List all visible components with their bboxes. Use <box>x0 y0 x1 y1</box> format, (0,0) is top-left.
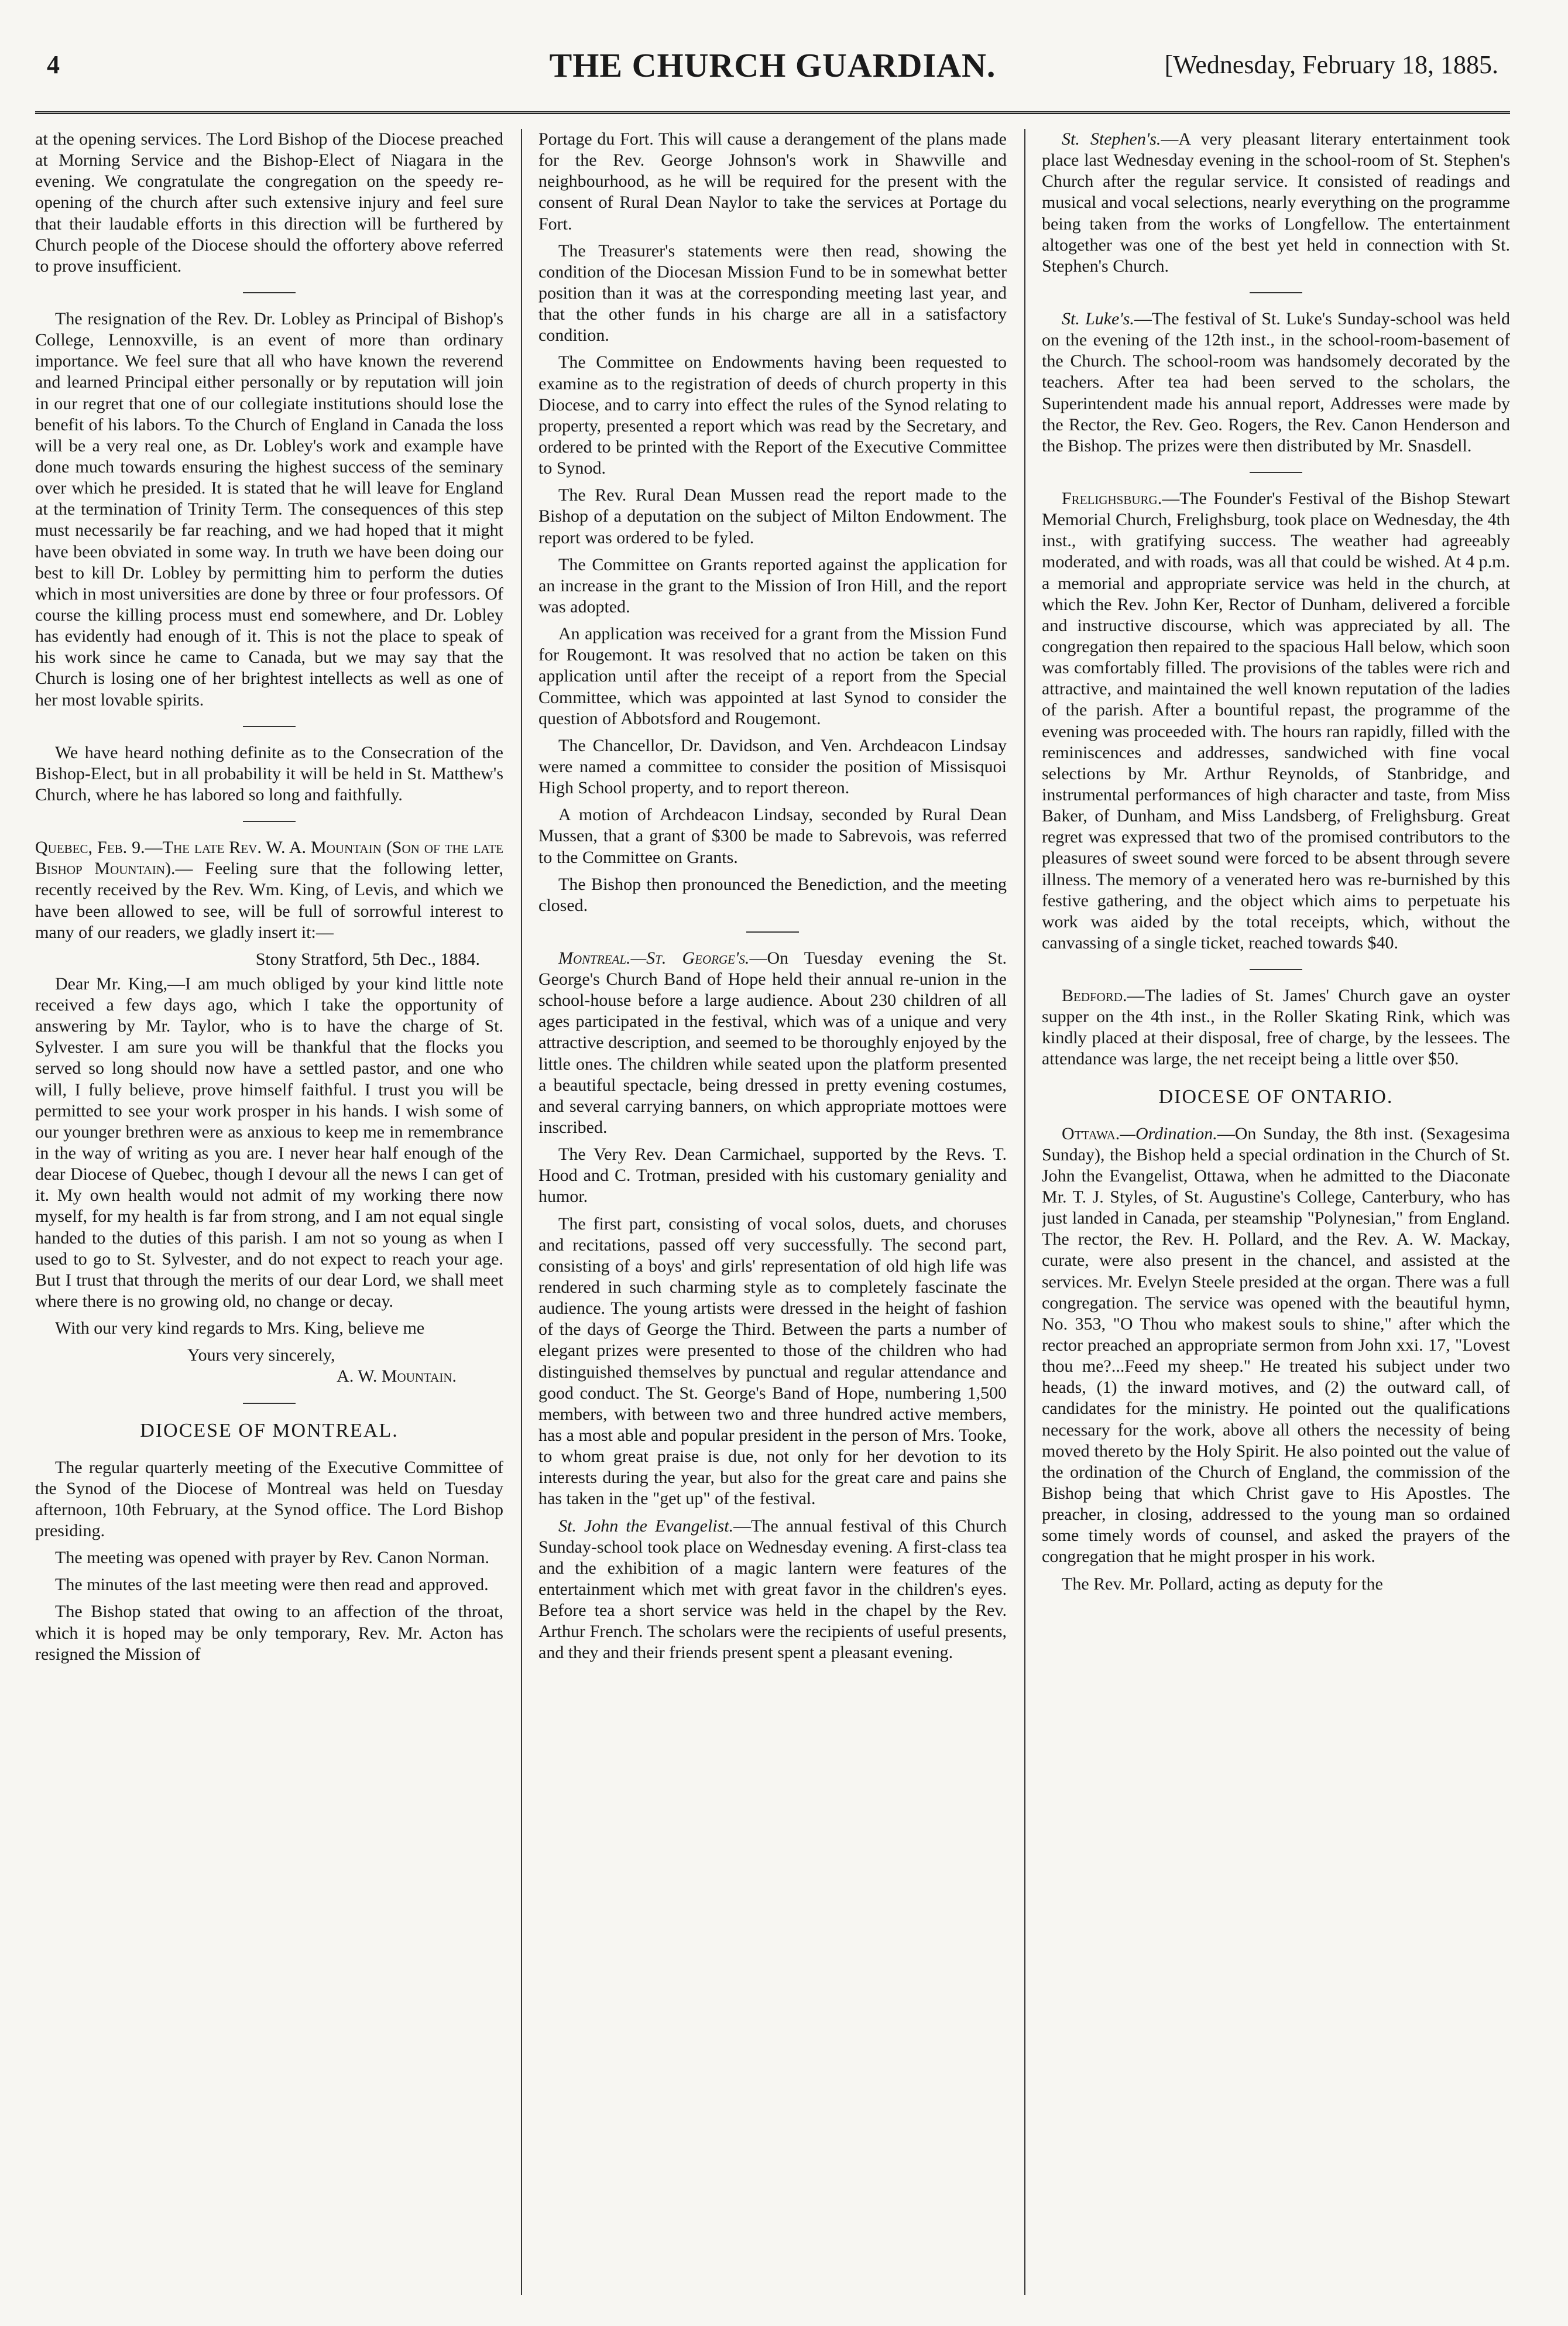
article-paragraph: The resignation of the Rev. Dr. Lobley as Principal of Bishop's College, Lennoxville, is an event of more than ordinary importance. We feel sure that all who have known the reverend and learned Principal either personally or by reputation will join in our regret that one of our collegiate institutions should lose the benefit of his labors. To the Church of England in Canada the loss will be a very real one, as Dr. Lobley's work and example have done much towards ensuring the highest success of the seminary over which he presided. It is stated that he will leave for England at the termination of Trinity Term. The consequences of this step must necessarily be far reaching, and we had hoped that it might have been obviated in some way. In truth we have been doing our best to kill Dr. Lobley by permitting him to perform the duties which in most universities are done by three or four professors. Of course the killing process must end somewhere, and Dr. Lobley has evidently had enough of it. This is not the place to speak of his work since he came to Canada, but we may say that the Church is losing one of her brightest intellects as well as one of her most lovable spirits. <box>35 309 503 710</box>
article-text: —A very pleasant literary entertainment took place last Wednesday evening in the school-room of St. Stephen's Church after the regular service. It consisted of readings and musical and vocal selections, nearly everything on the programme being taken from the works of Longfellow. The entertainment altogether was one of the best yet held in connection with St. Stephen's Church. <box>1042 129 1510 276</box>
separator <box>243 726 296 727</box>
dateline-sub: —Ordination. <box>1120 1123 1217 1143</box>
column-2 <box>538 129 1007 2295</box>
issue-date: [Wednesday, February 18, 1885. <box>1164 50 1498 79</box>
dateline: Bedford. <box>1062 986 1127 1006</box>
article-paragraph: The Rev. Mr. Pollard, acting as deputy for the <box>1062 1574 1383 1594</box>
article-paragraph: The Committee on Endowments having been requested to examine as to the registration of deeds of church property in this Diocese, and to carry into effect the rules of the Synod relating to property, presented a report which was read by the Secretary, and ordered to be printed with the Report of the Executive Committee to Synod. <box>538 352 1007 478</box>
separator <box>746 931 799 933</box>
article-paragraph <box>538 1516 1007 1664</box>
column-1 <box>35 129 503 2295</box>
separator <box>243 1403 296 1404</box>
article-text: —The annual festival of this Church Sunday-school took place on Wednesday evening. A first-class tea and the exhibition of a magic lantern were features of the entertainment which met with great favor in the children's eyes. Before tea a short service was held in the chapel by the Rev. Arthur French. The scholars were the recipients of useful presents, and they and their friends present spent a pleasant evening. <box>538 1516 1007 1663</box>
article-paragraph <box>1042 309 1510 457</box>
section-heading: DIOCESE OF MONTREAL. <box>140 1419 399 1441</box>
separator <box>1250 969 1302 970</box>
article-paragraph <box>1042 1123 1510 1568</box>
dateline: Quebec, Feb. 9.—The late Rev. W. A. Mountain (Son of the late Bishop Mountain).— <box>35 838 503 879</box>
article-paragraph: The minutes of the last meeting were then read and approved. <box>55 1575 489 1595</box>
separator <box>1250 472 1302 473</box>
article-paragraph <box>1042 488 1510 954</box>
article-paragraph: The Bishop then pronounced the Benediction, and the meeting closed. <box>538 874 1007 915</box>
page-number: 4 <box>47 50 60 79</box>
dateline: Ottawa. <box>1062 1123 1120 1143</box>
letter-close: Yours very sincerely, <box>187 1345 335 1365</box>
dateline: St. Stephen's. <box>1062 129 1161 149</box>
article-paragraph: We have heard nothing definite as to the Consecration of the Bishop-Elect, but in all probability it will be held in St. Matthew's Church, where he has labored so long and faithfully. <box>35 742 503 804</box>
article-paragraph <box>1042 985 1510 1070</box>
article-text: —The Founder's Festival of the Bishop Stewart Memorial Church, Frelighsburg, took place on Wednesday, the 4th inst., with gratifying success. The weather had agreeably moderated, and with roads, was all that could be wished. At 4 p.m. a memorial and appropriate service was held in the church, at which the Rev. John Ker, Rector of Dunham, delivered a forcible and instructive discourse, which was appreciated by all. The congregation then repaired to the spacious Hall below, which soon was comfortably filled. The provisions of the tables were rich and attractive, and maintained the well known reputation of the ladies of the parish. After a bountiful repast, the programme of the evening was proceeded with. The hours ran rapidly, filled with the reminiscences and addresses, sandwiched with fine vocal selections by Mr. Arthur Reynolds, of Stanbridge, and instrumental performances of high character and taste, from Miss Baker, of Dunham, and Miss Landsberg, of Frelighsburg. Great regret was expressed that two of the promised contributors to the pleasures of sweet sound were forced to be absent through severe illness. The memory of a venerated hero was re-burnished by this festive gathering, and the object which aims to perpetuate his work was aided by the total receipts, which, without the canvassing of a single ticket, reached towards $40. <box>1042 488 1510 953</box>
article-paragraph: An application was received for a grant from the Mission Fund for Rougemont. It was resolved that no action be taken on this application until after the receipt of a report from the Special Committee, which was appointed at last Synod to consider the question of Abbotsford and Rougemont. <box>538 624 1007 728</box>
article-paragraph: The Rev. Rural Dean Mussen read the report made to the Bishop of a deputation on the subject of Milton Endowment. The report was ordered to be fyled. <box>538 485 1007 547</box>
column-3 <box>1042 129 1510 2295</box>
dateline: Frelighsburg. <box>1062 488 1162 508</box>
article-paragraph: The first part, consisting of vocal solos, duets, and choruses and recitations, passed off very successfully. The second part, consisting of a boys' and girls' representation of old high life was rendered in such charming style as to completely fascinate the audience. The young artists were dressed in the height of fashion of the days of George the Third. Between the parts a number of elegant prizes were presented to those of the children who had distinguished themselves by punctual and regular attendance and good conduct. The St. George's Band of Hope, numbering 1,500 members, with between two and three hundred active members, has a most able and popular president in the person of Mrs. Tooke, to whom great praise is due, not only for her devotion to its interests during the year, but also for the great care and pains she has taken in the "get up" of the festival. <box>538 1214 1007 1509</box>
article-paragraph: The Chancellor, Dr. Davidson, and Ven. Archdeacon Lindsay were named a committee to consider the position of Missisquoi High School property, and to report thereon. <box>538 735 1007 798</box>
column-rule <box>521 129 522 2295</box>
separator <box>243 821 296 822</box>
article-paragraph <box>35 837 503 943</box>
article-text: —The festival of St. Luke's Sunday-school was held on the evening of the 12th inst., in the school-room-basement of the Church. The school-room was handsomely decorated by the teachers. After tea had been served to the scholars, the Superintendent made his annual report, Addresses were made by the Rector, the Rev. Geo. Rogers, the Rev. Canon Henderson and the Bishop. The prizes were then distributed by Mr. Snasdell. <box>1042 309 1510 455</box>
letter-date: Stony Stratford, 5th Dec., 1884. <box>255 949 480 969</box>
article-paragraph <box>1042 129 1510 277</box>
article-text: —On Tuesday evening the St. George's Church Band of Hope held their annual re-union in the school-house before a large audience. About 230 children of all ages participated in the festival, which was of a unique and very attractive description, and seemed to be thoroughly enjoyed by the little ones. The children while seated upon the platform presented a beautiful spectacle, being dressed in pretty evening costumes, and several carrying banners, on which appropriate mottoes were inscribed. <box>538 948 1007 1138</box>
article-paragraph: The Treasurer's statements were then read, showing the condition of the Diocesan Mission Fund to be in somewhat better position than it was at the corresponding meeting last year, and that the other funds in his charge are all in a satisfactory condition. <box>538 241 1007 345</box>
newspaper-page <box>35 23 1510 2307</box>
article-text: Feeling sure that the following letter, recently received by the Rev. Wm. King, of Levis, and which we have been allowed to see, will be full of sorrowful interest to many of our readers, we gladly insert it:— <box>35 859 503 942</box>
article-paragraph: The Bishop stated that owing to an affection of the throat, which it is hoped may be only temporary, Rev. Mr. Acton has resigned the Mission of <box>35 1602 503 1664</box>
article-text: —On Sunday, the 8th inst. (Sexagesima Sunday), the Bishop held a special ordination in the Church of St. John the Evangelist, Ottawa, when he admitted to the Diaconate Mr. T. J. Styles, of St. Augustine's College, Canterbury, who has just landed in Canada, per steamship "Polynesian," from England. The rector, the Rev. H. Pollard, and the Rev. A. W. Mackay, curate, were also present in the chancel, and assisted at the services. Mr. Evelyn Steele presided at the organ. There was a full congregation. The service was opened with the beautiful hymn, No. 353, "O Thou who makest souls to shine," after which the rector preached an appropriate sermon from John xxi. 17, "Lovest thou me?...Feed my sheep." He treated his subject under two heads, (1) the inward motives, and (2) the outward call, of candidates for the ministry. He pointed out the qualifications necessary for the work, above all others the necessity of being moved thereto by the Holy Spirit. He also pointed out the value of the ordination of the Church of England, the commission of the Bishop being that which Christ gave to His Apostles. The preacher, in closing, addressed to the young man so ordained some timely words of counsel, and asked the prayers of the congregation that he might prosper in his work. <box>1042 1123 1510 1567</box>
article-paragraph <box>538 948 1007 1138</box>
separator <box>1250 292 1302 293</box>
masthead <box>35 23 1510 114</box>
article-paragraph: Portage du Fort. This will cause a derangement of the plans made for the Rev. George Johnson's work in Shawville and neighbourhood, as he will be required for the present with the consent of Rural Dean Naylor to take the services at Portage du Fort. <box>538 129 1007 234</box>
article-text: —The ladies of St. James' Church gave an oyster supper on the 4th inst., in the Roller Skating Rink, which was kindly placed at their disposal, free of charge, by the lessees. The attendance was large, the net receipt being a little over $50. <box>1042 986 1510 1069</box>
dateline: Montreal.—St. George's. <box>558 948 750 968</box>
letter-body: Dear Mr. King,—I am much obliged by your kind little note received a few days ago, which I take the opportunity of answering by Mr. Taylor, who is to have the charge of St. Sylvester. I am sure you will be thankful that the flocks you served so long should now have a settled pastor, and one who will, I fully believe, prove himself faithful. I trust you will be permitted to see your work prosper in his hands. I wish some of our younger brethren were as anxious to keep me in remembrance in the way of writing as you are. I never hear half enough of the dear Diocese of Quebec, though I devour all the news I can get of it. My own health would not admit of my working there now myself, for my health is far from strong, and I am not equal single handed to the duties of this parish. I am not so young as when I used to go to St. Sylvester, and do not expect to reach your age. But I trust that through the merits of our dear Lord, we shall meet where there is no growing old, no change or decay. <box>35 974 503 1311</box>
article-paragraph: The regular quarterly meeting of the Executive Committee of the Synod of the Diocese of Montreal was held on Tuesday afternoon, 10th February, at the Synod office. The Lord Bishop presiding. <box>35 1457 503 1540</box>
column-rule <box>1024 129 1025 2295</box>
newspaper-title: THE CHURCH GUARDIAN. <box>549 46 996 84</box>
letter-signature: A. W. Mountain. <box>337 1366 457 1386</box>
dateline: St. John the Evangelist. <box>558 1516 734 1536</box>
article-paragraph: A motion of Archdeacon Lindsay, seconded by Rural Dean Mussen, that a grant of $300 be made to Sabrevois, was referred to the Committee on Grants. <box>538 805 1007 867</box>
letter-regards: With our very kind regards to Mrs. King, believe me <box>55 1318 425 1338</box>
dateline: St. Luke's. <box>1062 309 1134 328</box>
separator <box>243 292 296 293</box>
article-paragraph: The Very Rev. Dean Carmichael, supported by the Revs. T. Hood and C. Trotman, presided with his customary geniality and humor. <box>538 1145 1007 1207</box>
article-paragraph: The Committee on Grants reported against the application for an increase in the grant to the Mission of Iron Hill, and the report was adopted. <box>538 554 1007 616</box>
section-heading: DIOCESE OF ONTARIO. <box>1158 1085 1394 1108</box>
article-paragraph: at the opening services. The Lord Bishop of the Diocese preached at Morning Service and the Bishop-Elect of Niagara in the evening. We congratulate the congregation on the speedy re-opening of the church after such extensive injury and feel sure that their laudable efforts in this direction will be furthered by Church people of the Diocese should the offortery above referred to prove insufficient. <box>35 129 503 276</box>
article-paragraph: The meeting was opened with prayer by Rev. Canon Norman. <box>55 1548 490 1568</box>
